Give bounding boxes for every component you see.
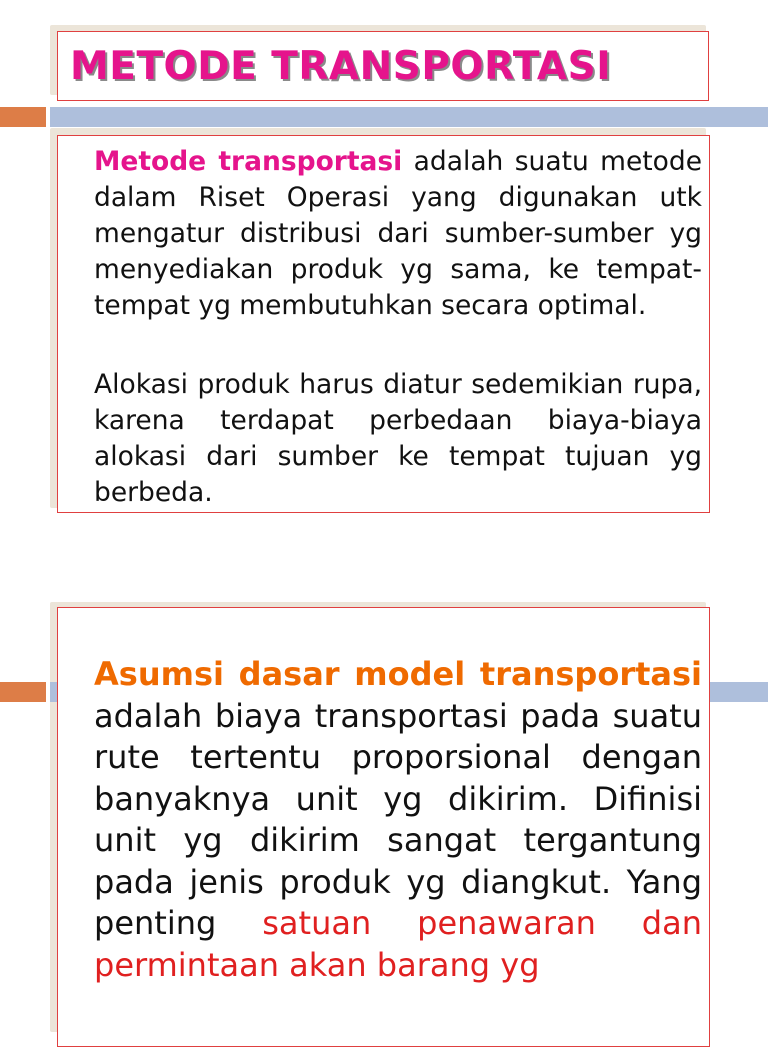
allocation-paragraph: Alokasi produk harus diatur sedemikian rupa, karena terdapat perbedaan biaya-biaya alokasi dari sumber ke tempat tujuan yg berbeda. bbox=[94, 369, 702, 508]
slide-2 bbox=[0, 580, 768, 1024]
content-box bbox=[57, 135, 710, 513]
assumption-text: adalah biaya transportasi pada suatu rute tertentu proporsional dengan banyaknya unit yg dikirim. Difinisi unit yg dikirim sangat tergantung pada jenis produk yg diangkut. Yang penting bbox=[94, 696, 702, 942]
definition-term: Metode transportasi bbox=[94, 146, 403, 177]
title-box bbox=[57, 31, 709, 101]
accent-bar-orange bbox=[0, 107, 46, 127]
accent-bar-blue bbox=[50, 107, 768, 127]
accent-bar-orange bbox=[0, 682, 46, 702]
assumption-paragraph bbox=[94, 654, 702, 986]
assumption-term: Asumsi dasar model transportasi bbox=[94, 655, 702, 693]
definition-text: adalah suatu metode dalam Riset Operasi yang digunakan utk mengatur distribusi dari sumber-sumber yg menyediakan produk yg sama, ke tempat-tempat yg membutuhkan secara optimal. bbox=[94, 146, 703, 321]
content-box bbox=[57, 607, 710, 1047]
assumption-red-text: satuan penawaran dan permintaan akan barang yg bbox=[94, 904, 702, 984]
page-title: METODE TRANSPORTASI bbox=[70, 43, 612, 89]
definition-paragraph bbox=[94, 144, 702, 324]
